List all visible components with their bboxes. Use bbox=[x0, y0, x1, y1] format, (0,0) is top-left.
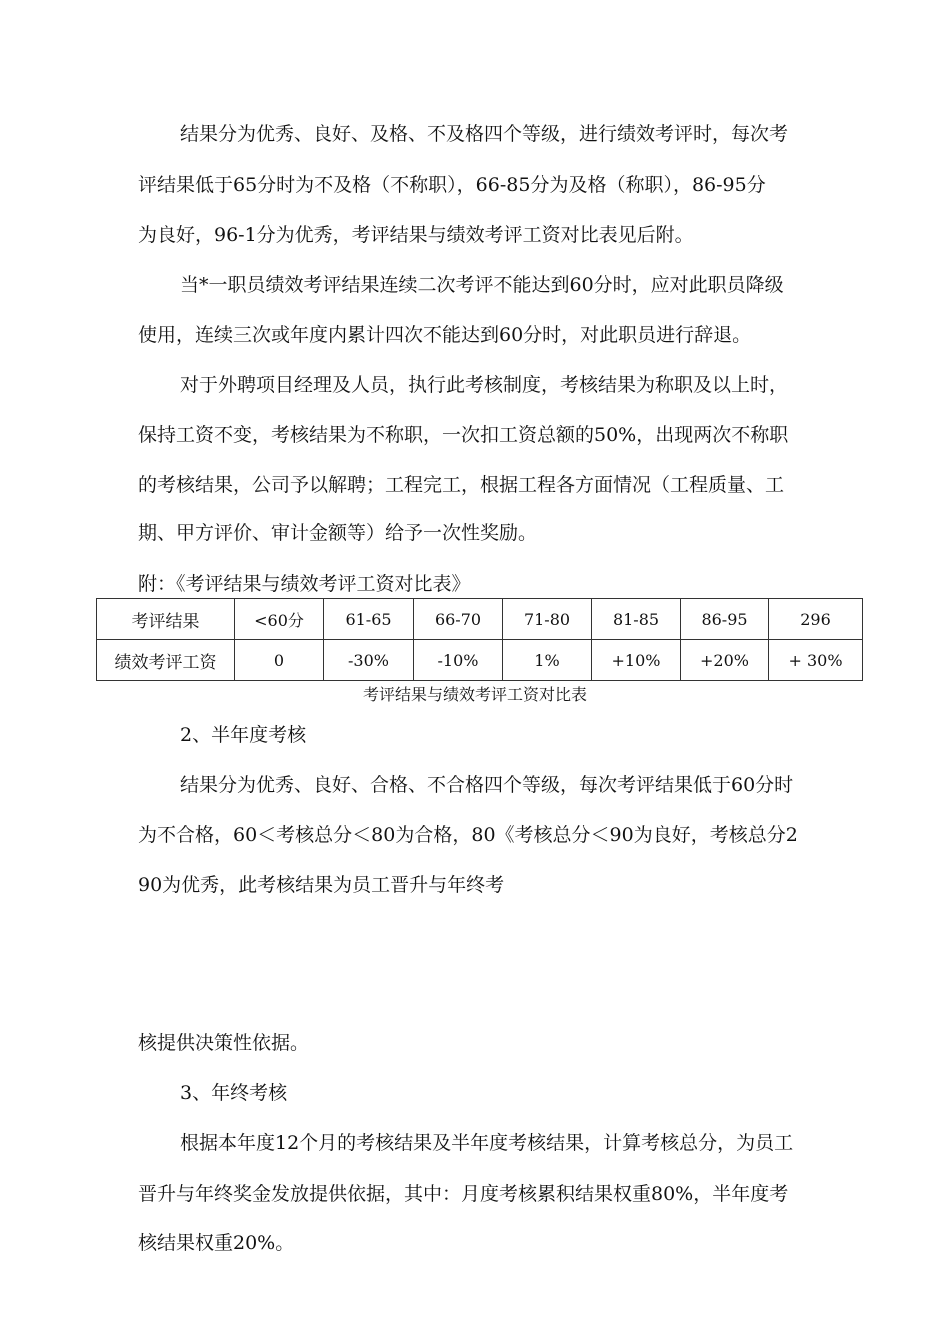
table-cell: +20% bbox=[681, 640, 769, 681]
table-cell: 71-80 bbox=[503, 599, 592, 640]
paragraph-line: 的考核结果，公司予以解聘；工程完工，根据工程各方面情况（工程质量、工 bbox=[138, 474, 785, 496]
paragraph-line: 结果分为优秀、良好、及格、不及格四个等级，进行绩效考评时，每次考 bbox=[180, 123, 789, 145]
table-caption: 考评结果与绩效考评工资对比表 bbox=[362, 685, 587, 704]
table-cell: -30% bbox=[324, 640, 414, 681]
paragraph-line: 当*一职员绩效考评结果连续二次考评不能达到60分时，应对此职员降级 bbox=[180, 274, 784, 296]
table-cell: -10% bbox=[414, 640, 503, 681]
paragraph-line: 对于外聘项目经理及人员，执行此考核制度，考核结果为称职及以上时， bbox=[180, 374, 789, 396]
table-cell: + 30% bbox=[769, 640, 863, 681]
paragraph-line: 为良好，96-1分为优秀，考评结果与绩效考评工资对比表见后附。 bbox=[138, 224, 694, 246]
table-cell: 66-70 bbox=[414, 599, 503, 640]
table-cell: 296 bbox=[769, 599, 863, 640]
table-cell: 81-85 bbox=[592, 599, 681, 640]
paragraph-line: 期、甲方评价、审计金额等）给予一次性奖励。 bbox=[138, 522, 538, 544]
table-cell: <60分 bbox=[235, 599, 324, 640]
paragraph-line: 评结果低于65分时为不及格（不称职），66-85分为及格（称职），86-95分 bbox=[138, 174, 766, 196]
table-cell: 61-65 bbox=[324, 599, 414, 640]
table-cell: 绩效考评工资 bbox=[97, 640, 235, 681]
section-heading: 3、年终考核 bbox=[180, 1082, 288, 1104]
paragraph-line: 90为优秀，此考核结果为员工晋升与年终考 bbox=[138, 874, 505, 896]
paragraph-line: 结果分为优秀、良好、合格、不合格四个等级，每次考评结果低于60分时 bbox=[180, 774, 794, 796]
paragraph-line: 核提供决策性依据。 bbox=[138, 1032, 310, 1054]
paragraph-line: 晋升与年终奖金发放提供依据，其中：月度考核累积结果权重80%，半年度考 bbox=[138, 1183, 789, 1205]
table-row bbox=[97, 599, 863, 640]
table-cell: 考评结果 bbox=[97, 599, 235, 640]
paragraph-line: 为不合格，60＜考核总分＜80为合格，80《考核总分＜90为良好，考核总分2 bbox=[138, 824, 798, 846]
table-row bbox=[97, 640, 863, 681]
comparison-table bbox=[96, 598, 862, 681]
table-cell: +10% bbox=[592, 640, 681, 681]
paragraph-line: 根据本年度12个月的考核结果及半年度考核结果，计算考核总分，为员工 bbox=[180, 1132, 794, 1154]
table-cell: 1% bbox=[503, 640, 592, 681]
section-heading: 2、半年度考核 bbox=[180, 724, 307, 746]
appendix-title: 附：《考评结果与绩效考评工资对比表》 bbox=[138, 573, 471, 595]
paragraph-line: 保持工资不变，考核结果为不称职，一次扣工资总额的50%，出现两次不称职 bbox=[138, 424, 789, 446]
paragraph-line: 使用，连续三次或年度内累计四次不能达到60分时，对此职员进行辞退。 bbox=[138, 324, 752, 346]
table-cell: 86-95 bbox=[681, 599, 769, 640]
table-cell: 0 bbox=[235, 640, 324, 681]
paragraph-line: 核结果权重20%。 bbox=[138, 1232, 295, 1254]
